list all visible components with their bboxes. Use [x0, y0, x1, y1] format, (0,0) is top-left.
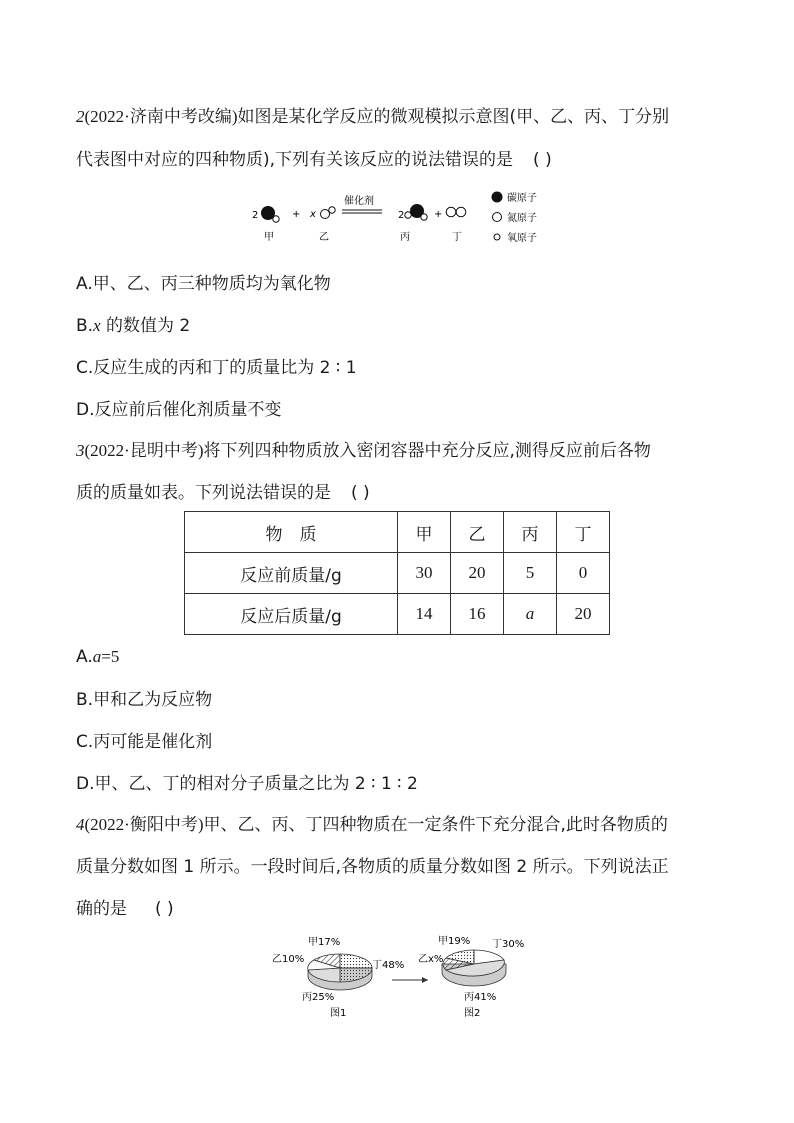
legend-carbon-icon: [492, 192, 503, 203]
q3-stem-line1: [76, 440, 651, 462]
table-cell: 反应后质量/g: [185, 594, 398, 635]
q3-option-a-prefix: A.: [76, 647, 93, 667]
figure1-pie: [308, 954, 372, 990]
table-header-cell: 甲: [398, 512, 451, 553]
q3-answer-paren: ( ): [351, 483, 370, 503]
q2-reaction-diagram: [248, 188, 558, 250]
table-cell: 0: [557, 553, 610, 594]
q2-coef-jia: 2: [252, 210, 259, 221]
q2-option-a: A.甲、乙、丙三种物质均为氧化物: [76, 274, 331, 294]
q2-label-jia: 甲: [264, 232, 274, 243]
q3-source: (2022·昆明中考): [84, 441, 204, 460]
oxygen-atom-icon: [329, 207, 335, 213]
q2-label-ding: 丁: [452, 232, 462, 243]
q2-option-b-prefix: B.: [76, 316, 94, 336]
q4-stem-line1: [76, 814, 668, 836]
q2-option-c: C.反应生成的丙和丁的质量比为 2 ∶ 1: [76, 358, 357, 378]
table-cell: 16: [451, 594, 504, 635]
q4-stem-line3: [76, 898, 174, 920]
q2-plus2: +: [434, 209, 443, 220]
q2-coef-bing: 2: [398, 210, 405, 221]
legend-carbon-label: 碳原子: [507, 193, 537, 204]
q2-option-b-rest: 的数值为 2: [100, 316, 191, 336]
fig1-label-ding: 丁48%: [372, 960, 405, 971]
q3-mass-table: [184, 511, 610, 635]
fig2-label-bing: 丙41%: [464, 992, 497, 1003]
q2-label-yi: 乙: [319, 232, 329, 243]
fig1-label-yi: 乙10%: [272, 954, 305, 965]
q3-stem-text2: 质的质量如表。下列说法错误的是: [76, 483, 331, 503]
q2-coef-yi: x: [310, 209, 316, 220]
q4-answer-paren: ( ): [155, 899, 174, 919]
table-header-cell: 物 质: [185, 512, 398, 553]
q3-option-c: C.丙可能是催化剂: [76, 732, 213, 752]
table-cell: a: [504, 594, 557, 635]
q4-pie-figures: [268, 930, 538, 1022]
q4-stem-text1: 甲、乙、丙、丁四种物质在一定条件下充分混合,此时各物质的: [203, 815, 668, 835]
pie-slice-ding: [340, 954, 372, 968]
q3-stem-text1: 将下列四种物质放入密闭容器中充分反应,测得反应前后各物: [203, 441, 651, 461]
q3-option-a: [76, 646, 119, 668]
table-header-cell: 丙: [504, 512, 557, 553]
legend-oxygen-icon: [494, 234, 500, 240]
q4-stem-line2: 质量分数如图 1 所示。一段时间后,各物质的质量分数如图 2 所示。下列说法正: [76, 857, 669, 877]
oxygen-atom-icon: [273, 216, 279, 222]
table-row: [185, 553, 610, 594]
q2-stem-line1: [76, 106, 669, 128]
q4-number: 4: [76, 815, 85, 834]
q4-source: (2022·衡阳中考): [84, 815, 204, 834]
legend-nitrogen-label: 氮原子: [507, 213, 537, 224]
figure2-pie: [442, 950, 506, 986]
q3-option-a-var: a: [92, 647, 102, 666]
table-header-cell: 丁: [557, 512, 610, 553]
fig1-label-bing: 丙25%: [302, 992, 335, 1003]
legend-oxygen-label: 氧原子: [507, 233, 537, 244]
q2-stem-line2: [76, 149, 552, 171]
q4-stem-text3: 确的是: [76, 899, 127, 919]
fig2-caption: 图2: [464, 1008, 481, 1019]
fig2-label-yi: 乙x%: [418, 954, 444, 965]
table-cell: 反应前质量/g: [185, 553, 398, 594]
q2-source: (2022·济南中考改编): [84, 107, 238, 126]
q2-option-d: D.反应前后催化剂质量不变: [76, 400, 282, 420]
table-cell: 30: [398, 553, 451, 594]
fig1-caption: 图1: [330, 1008, 347, 1019]
q2-label-bing: 丙: [400, 232, 410, 243]
q2-answer-paren: ( ): [533, 150, 552, 170]
q2-number: 2: [76, 107, 85, 126]
nitrogen-atom-icon: [456, 207, 466, 217]
nitrogen-atom-icon: [446, 207, 456, 217]
q2-catalyst-label: 催化剂: [344, 196, 374, 207]
oxygen-atom-icon: [421, 214, 427, 220]
q3-option-d: D.甲、乙、丁的相对分子质量之比为 2 ∶ 1 ∶ 2: [76, 774, 418, 794]
arrow-right-icon: [422, 977, 428, 983]
table-header-row: [185, 512, 610, 553]
q3-number: 3: [76, 441, 85, 460]
table-cell: 14: [398, 594, 451, 635]
table-cell: 20: [557, 594, 610, 635]
q3-stem-line2: [76, 482, 370, 504]
fig1-label-jia: 甲17%: [308, 937, 341, 948]
q2-stem-text2: 代表图中对应的四种物质),下列有关该反应的说法错误的是: [76, 150, 514, 170]
nitrogen-atom-icon: [321, 210, 330, 219]
table-cell: 5: [504, 553, 557, 594]
table-cell: 20: [451, 553, 504, 594]
fig2-label-ding: 丁30%: [492, 939, 525, 950]
q2-plus1: +: [292, 209, 301, 220]
fig2-label-jia: 甲19%: [438, 936, 471, 947]
table-header-cell: 乙: [451, 512, 504, 553]
table-row: [185, 594, 610, 635]
q3-option-a-rest: =5: [101, 647, 120, 666]
q2-option-b: [76, 315, 190, 337]
q3-option-b: B.甲和乙为反应物: [76, 690, 213, 710]
q2-option-b-var: x: [93, 316, 101, 335]
legend-nitrogen-icon: [493, 213, 502, 222]
q2-stem-text1: 如图是某化学反应的微观模拟示意图(甲、乙、丙、丁分别: [237, 107, 670, 127]
